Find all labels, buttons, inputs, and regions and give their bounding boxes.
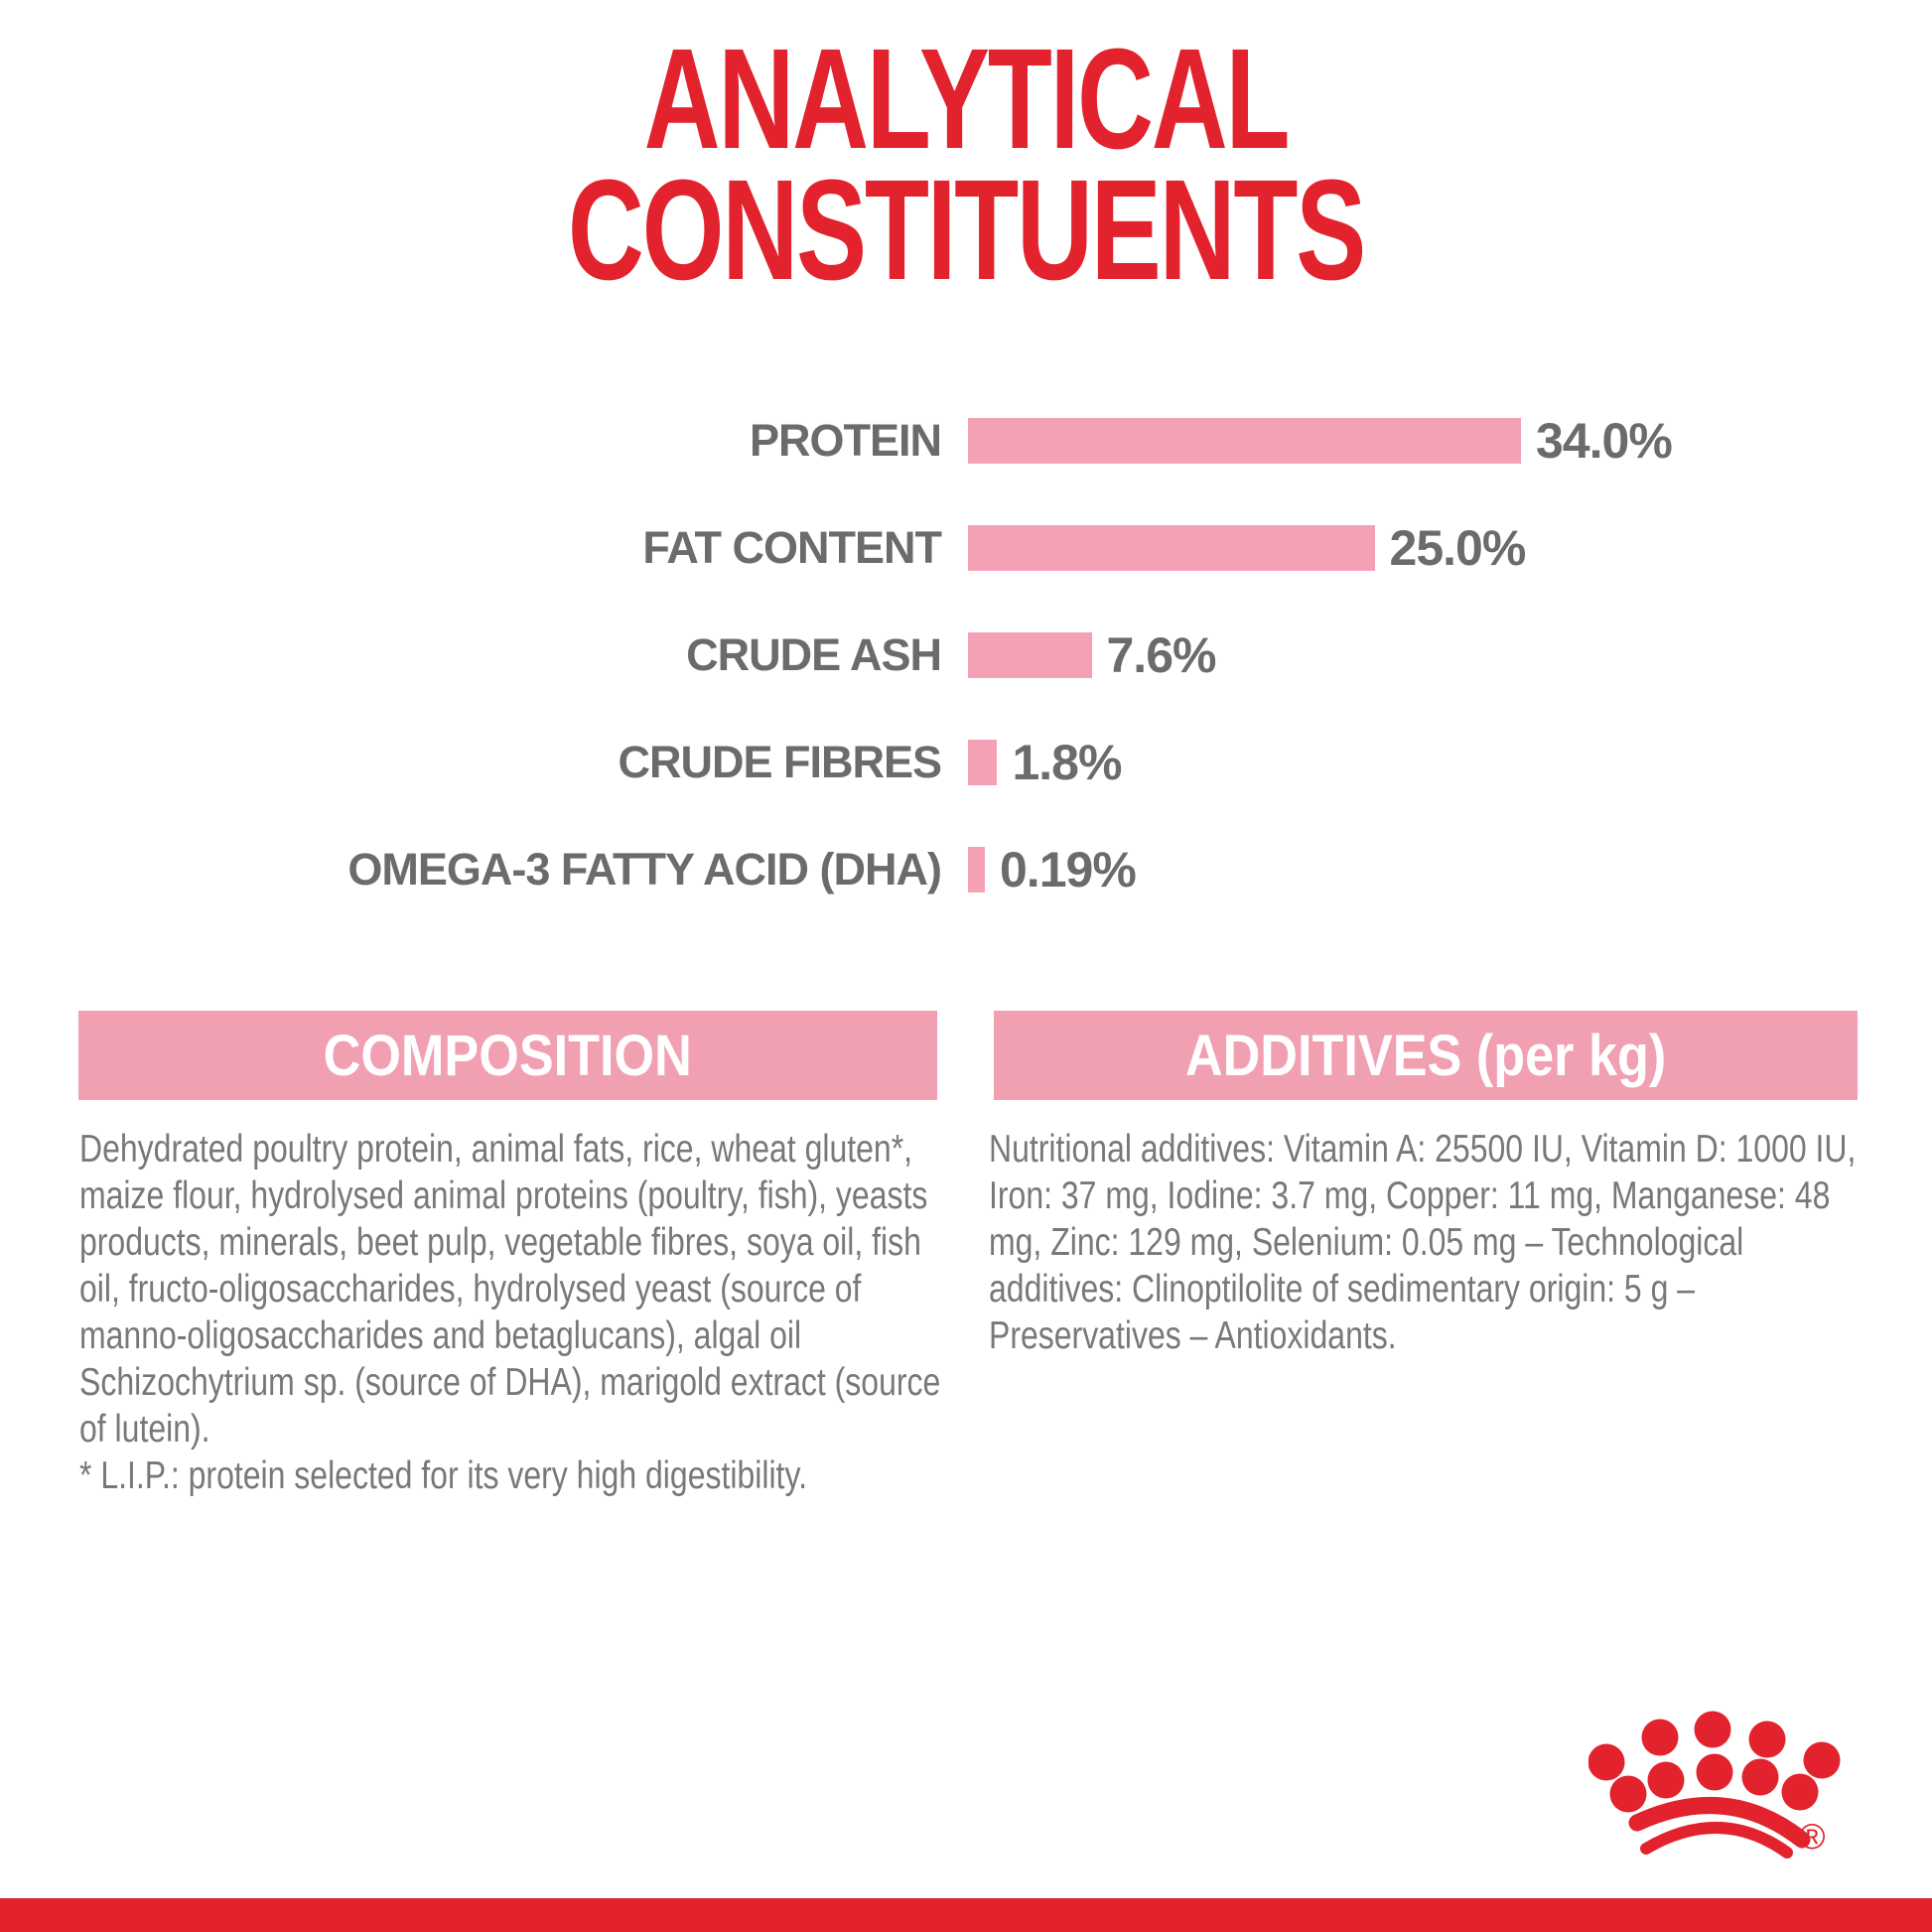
chart-row bbox=[0, 413, 1932, 469]
bar-category-label: PROTEIN bbox=[749, 415, 941, 466]
bar-category-label: FAT CONTENT bbox=[642, 522, 941, 573]
additives-body: Nutritional additives: Vitamin A: 25500 IU, Vitamin D: 1000 IU, Iron: 37 mg, Iodine: 3.7 mg, Copper: 11 mg, Manganese: 48 mg, Zinc: 129 mg, Selenium: 0.05 mg – Technological additives: Clinoptilolite of sedimentary origin: 5 g – Preservatives – Antioxidants. bbox=[989, 1128, 1857, 1357]
bar-value-label: 25.0% bbox=[1389, 520, 1526, 576]
bar-value-label: 1.8% bbox=[1012, 735, 1122, 790]
composition-footnote: * L.I.P.: protein selected for its very high digestibility. bbox=[79, 1454, 807, 1497]
additives-header-band bbox=[994, 1011, 1858, 1100]
bottom-red-strip bbox=[0, 1898, 1932, 1932]
additives-text-block bbox=[989, 1126, 1860, 1359]
composition-header-label: COMPOSITION bbox=[323, 1023, 693, 1088]
royal-canin-crown-logo bbox=[1588, 1678, 1847, 1876]
composition-body: Dehydrated poultry protein, animal fats, rice, wheat gluten*, maize flour, hydrolysed animal proteins (poultry, fish), yeasts products, minerals, beet pulp, vegetable fibres, soya oil, fish oil, fructo-oligosaccharides, hydrolysed yeast (source of manno-oligosaccharides and betaglucans), algal oil Schizochytrium sp. (source of DHA), marigold extract (source of lutein). bbox=[79, 1128, 941, 1450]
composition-header-band bbox=[78, 1011, 937, 1100]
bar-value-label: 7.6% bbox=[1106, 627, 1216, 683]
bar bbox=[968, 632, 1092, 678]
bar-category-label: CRUDE FIBRES bbox=[618, 737, 941, 787]
bar bbox=[968, 740, 997, 785]
bar-value-label: 0.19% bbox=[1000, 842, 1136, 897]
bar bbox=[968, 418, 1521, 464]
crown-swoosh bbox=[1637, 1806, 1802, 1853]
chart-row bbox=[0, 842, 1932, 897]
analytical-chart bbox=[0, 413, 1932, 954]
registered-trademark-icon: ® bbox=[1799, 1816, 1826, 1857]
composition-text-block bbox=[79, 1126, 950, 1499]
page-title bbox=[251, 19, 1681, 311]
chart-row bbox=[0, 520, 1932, 576]
bar bbox=[968, 847, 985, 893]
chart-row bbox=[0, 735, 1932, 790]
additives-header-label: ADDITIVES (per kg) bbox=[1184, 1023, 1667, 1088]
bar bbox=[968, 525, 1375, 571]
bar-value-label: 34.0% bbox=[1536, 413, 1672, 469]
page-title-line2: CONSTITUENTS bbox=[567, 150, 1365, 311]
chart-row bbox=[0, 627, 1932, 683]
bar-category-label: CRUDE ASH bbox=[686, 629, 941, 680]
bar-category-label: OMEGA-3 FATTY ACID (DHA) bbox=[347, 844, 941, 895]
page-title-line1: ANALYTICAL bbox=[643, 19, 1289, 179]
